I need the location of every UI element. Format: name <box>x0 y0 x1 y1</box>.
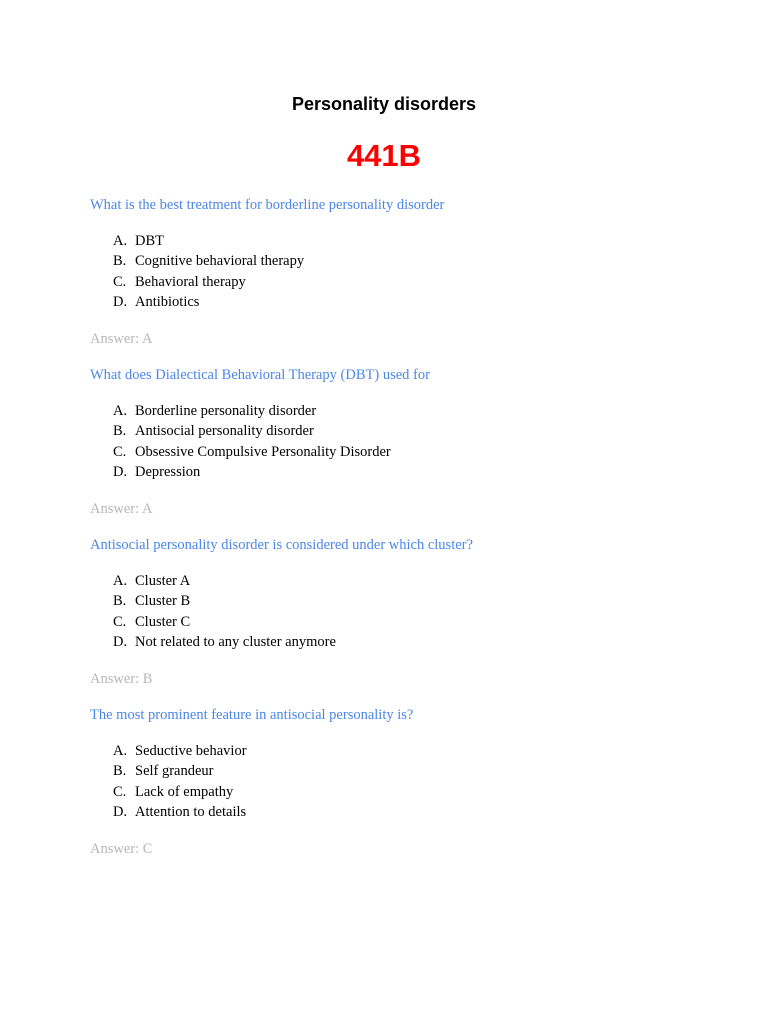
question-block-4 <box>90 705 690 859</box>
option-letter: A. <box>113 573 128 589</box>
answer-text: Answer: A <box>90 330 153 347</box>
question-block-2 <box>90 365 690 519</box>
option-text: Depression <box>135 464 201 481</box>
option-letter: D. <box>113 634 128 651</box>
question-text: What is the best treatment for borderline personality disorder <box>90 197 445 213</box>
option-text: Attention to details <box>135 804 247 821</box>
option-text: Cognitive behavioral therapy <box>135 253 305 270</box>
options-list <box>90 571 690 653</box>
question-text: The most prominent feature in antisocial personality is? <box>90 707 414 723</box>
option-letter: B. <box>113 763 127 780</box>
option-text: Obsessive Compulsive Personality Disorder <box>135 443 391 460</box>
option-text: Self grandeur <box>135 763 214 780</box>
option-a <box>113 231 690 251</box>
option-text: Antisocial personality disorder <box>135 423 314 440</box>
options-list <box>90 741 690 823</box>
option-a <box>113 741 690 761</box>
option-b <box>113 761 690 781</box>
course-code: 441B <box>346 138 422 173</box>
answer-text: Answer: B <box>90 670 153 687</box>
answer-text: Answer: A <box>90 500 153 517</box>
option-a <box>113 401 690 421</box>
option-letter: D. <box>113 294 128 311</box>
option-d <box>113 462 690 482</box>
option-letter: A. <box>113 403 128 419</box>
option-text: Seductive behavior <box>135 743 247 759</box>
option-text: DBT <box>135 233 164 249</box>
options-list <box>90 401 690 483</box>
answer-text: Answer: C <box>90 840 153 857</box>
option-letter: C. <box>113 613 127 630</box>
option-text: Cluster A <box>135 573 191 589</box>
option-c <box>113 272 690 292</box>
option-letter: C. <box>113 443 127 460</box>
option-b <box>113 421 690 441</box>
option-letter: C. <box>113 783 127 800</box>
option-text: Not related to any cluster anymore <box>135 634 336 651</box>
option-c <box>113 612 690 632</box>
option-letter: B. <box>113 423 127 440</box>
option-letter: D. <box>113 464 128 481</box>
page-title: Personality disorders <box>291 94 477 114</box>
option-c <box>113 782 690 802</box>
option-letter: C. <box>113 273 127 290</box>
question-text: Antisocial personality disorder is considered under which cluster? <box>90 537 473 553</box>
option-letter: B. <box>113 593 127 610</box>
option-text: Antibiotics <box>135 294 200 311</box>
options-list <box>90 231 690 313</box>
option-text: Cluster B <box>135 593 191 610</box>
option-letter: B. <box>113 253 127 270</box>
option-a <box>113 571 690 591</box>
question-text: What does Dialectical Behavioral Therapy (DBT) used for <box>90 367 430 383</box>
question-block-1 <box>90 195 690 349</box>
option-d <box>113 632 690 652</box>
option-text: Lack of empathy <box>135 783 234 800</box>
option-letter: A. <box>113 743 128 759</box>
option-text: Borderline personality disorder <box>135 403 317 419</box>
option-b <box>113 251 690 271</box>
option-letter: D. <box>113 804 128 821</box>
question-block-3 <box>90 535 690 689</box>
option-text: Cluster C <box>135 613 191 630</box>
option-letter: A. <box>113 233 128 249</box>
option-d <box>113 292 690 312</box>
option-d <box>113 802 690 822</box>
option-b <box>113 591 690 611</box>
option-text: Behavioral therapy <box>135 273 246 290</box>
option-c <box>113 442 690 462</box>
